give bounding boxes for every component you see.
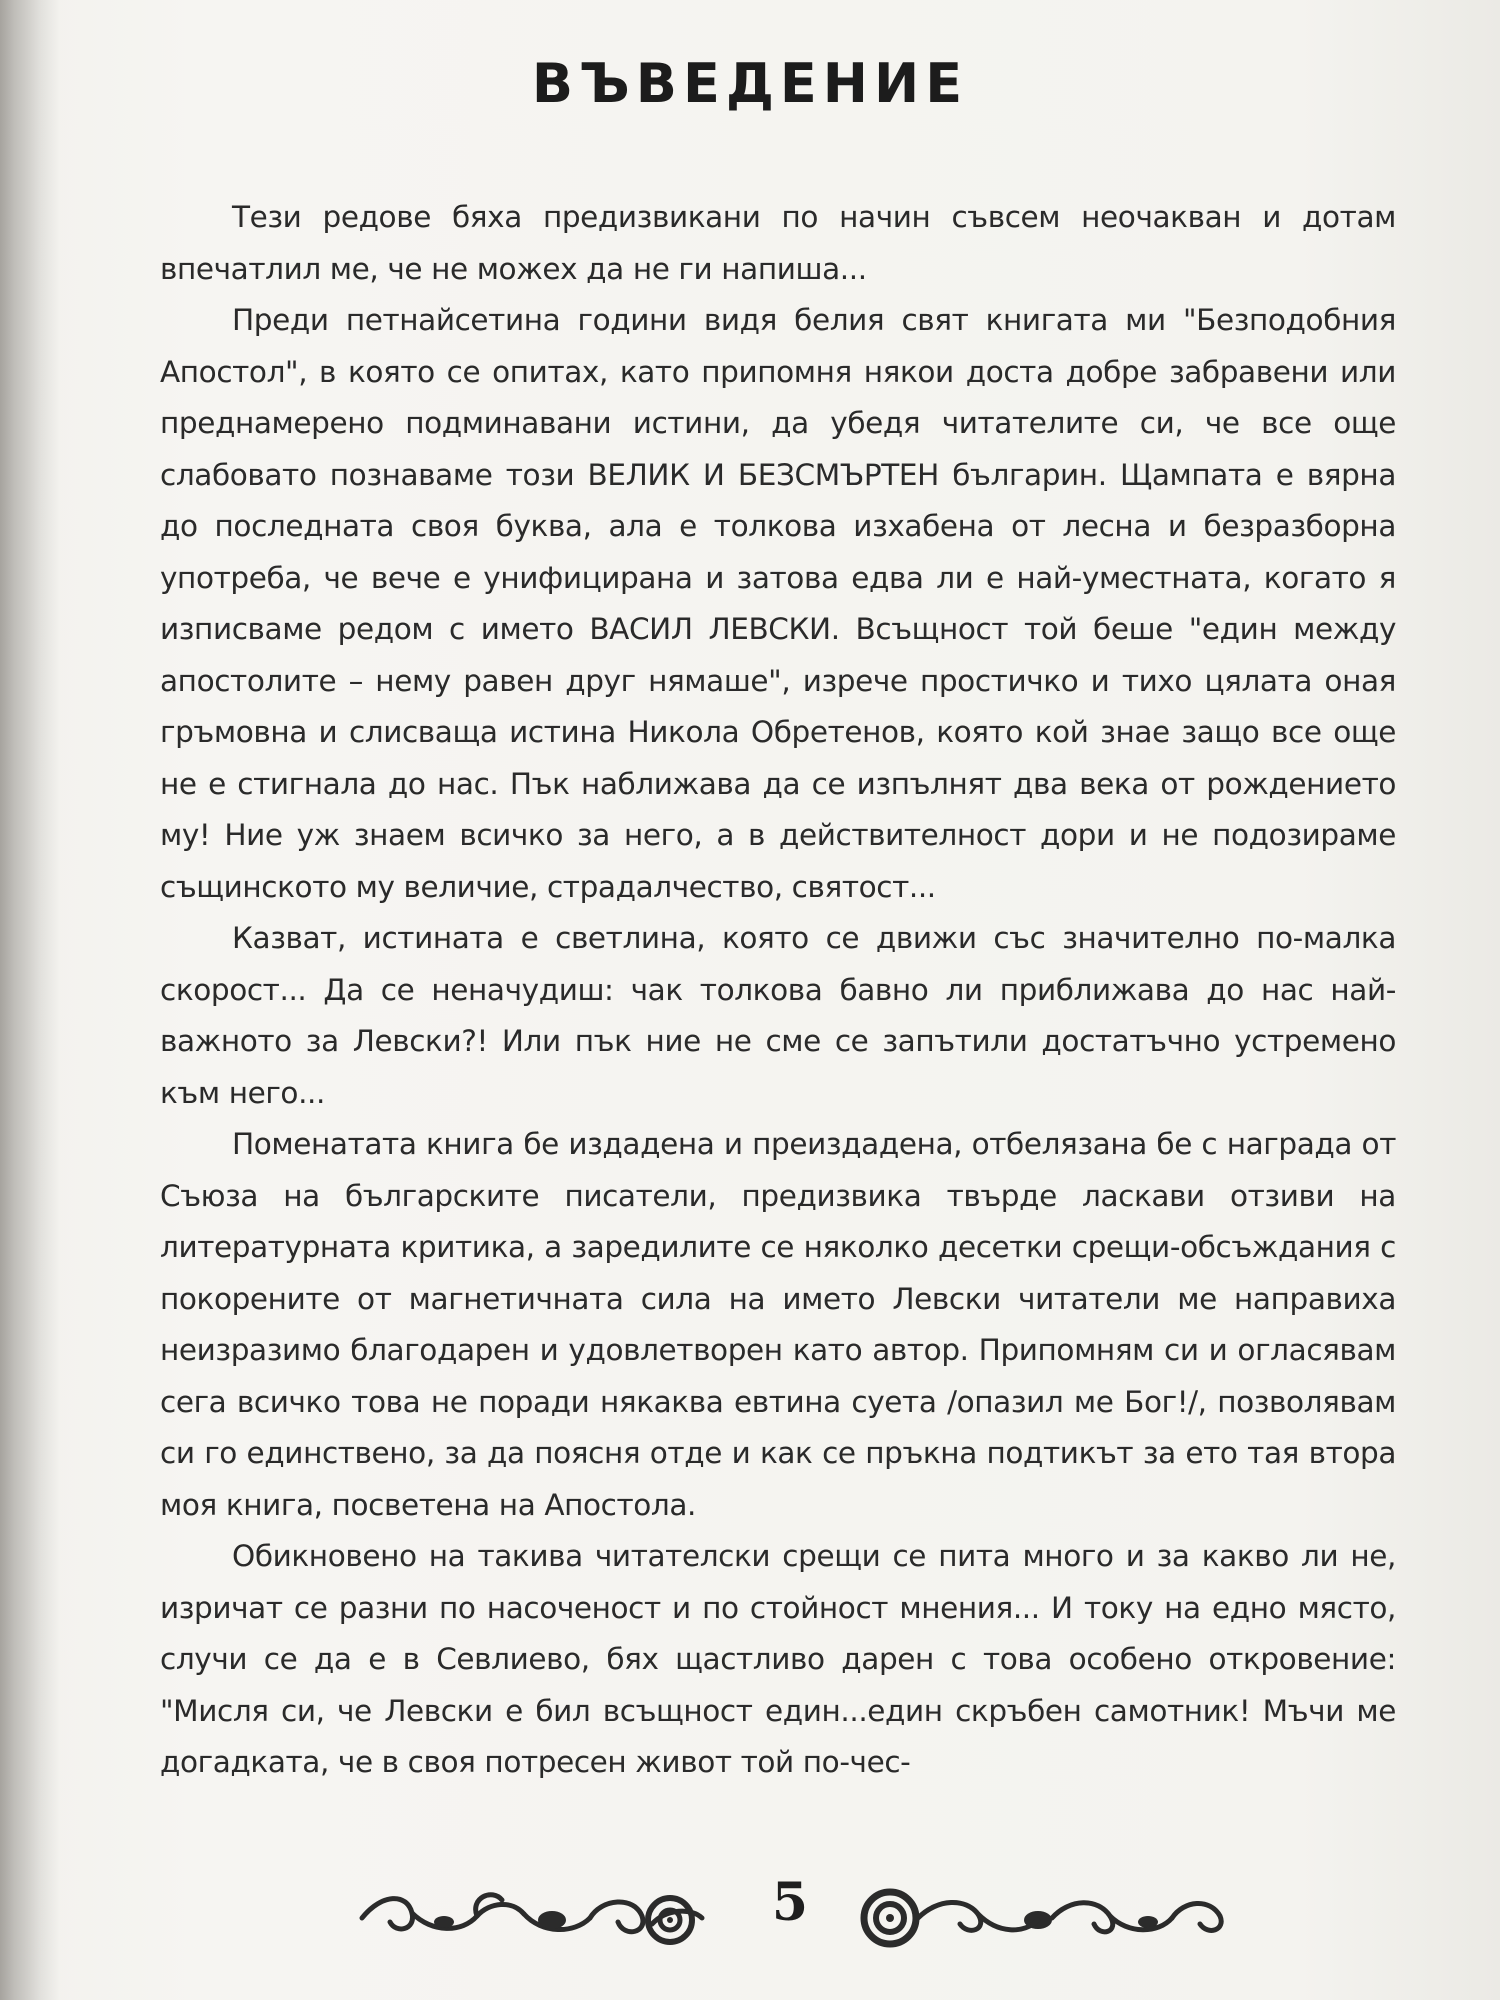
binding-gutter-shadow xyxy=(0,0,60,2000)
paragraph-5: Обикновено на такива читателски срещи се пита много и за какво ли не, изричат се разни по насоченост и по стойност мнения... И току на едно място, случи се да е в Севлиево, бях щастливо дарен с това особено откровение: "Мисля си, че Левски е бил всъщност един...един скръбен самотник! Мъчи ме догадката, че в своя потресен живот той по-чес- xyxy=(160,1539,1396,1779)
left-ornament-icon xyxy=(352,1878,742,1948)
right-ornament-icon xyxy=(848,1878,1238,1948)
paragraph-3: Казват, истината е светлина, която се движи със значително по-малка скорост... Да се неначудиш: чак толкова бавно ли приближава до нас най-важното за Левски?! Или пък ние не сме се запътили достатъчно устремено към него... xyxy=(160,921,1396,1110)
chapter-title: ВЪВЕДЕНИЕ xyxy=(531,52,969,115)
body-text xyxy=(160,192,1396,1789)
page-footer xyxy=(0,1868,1500,1958)
paragraph-4: Поменатата книга бе издадена и преиздадена, отбелязана бе с награда от Съюза на българските писатели, предизвика твърде ласкави отзиви на литературната критика, а заредилите се няколко десетки срещи-обсъждания с покорените от магнетичната сила на името Левски читатели ме направиха неизразимо благодарен и удовлетворен като автор. Припомням си и огласявам сега всичко това не поради някаква евтина суета /опазил ме Бог!/, позволявам си го единствено, за да поясня отде и как се пръкна подтикът за ето тая втора моя книга, посветена на Апостола. xyxy=(160,1127,1396,1522)
paragraph-2: Преди петнайсетина години видя белия свят книгата ми "Безподобния Апостол", в която се опитах, като припомня някои доста добре забравени или преднамерено подминавани истини, да убедя читателите си, че все още слабовато познаваме този ВЕЛИК И БЕЗСМЪРТЕН българин. Щампата е вярна до последната своя буква, ала е толкова изхабена от лесна и безразборна употреба, че вече е унифицирана и затова едва ли е най-уместната, когато я изписваме редом с името ВАСИЛ ЛЕВСКИ. Всъщност той беше "един между апостолите – нему равен друг нямаше", изрече простичко и тихо цялата оная гръмовна и слисваща истина Никола Обретенов, която кой знае защо все още не е стигнала до нас. Пък наближава да се изпълнят два века от рождението му! Ние уж знаем всичко за него, а в действителност дори и не подозираме същинското му величие, страдалчество, святост... xyxy=(160,303,1396,904)
page-number: 5 xyxy=(771,1872,809,1933)
paragraph-1: Тези редове бяха предизвикани по начин съвсем неочакван и дотам впечатлил ме, че не можех да не ги напиша... xyxy=(160,200,1396,286)
